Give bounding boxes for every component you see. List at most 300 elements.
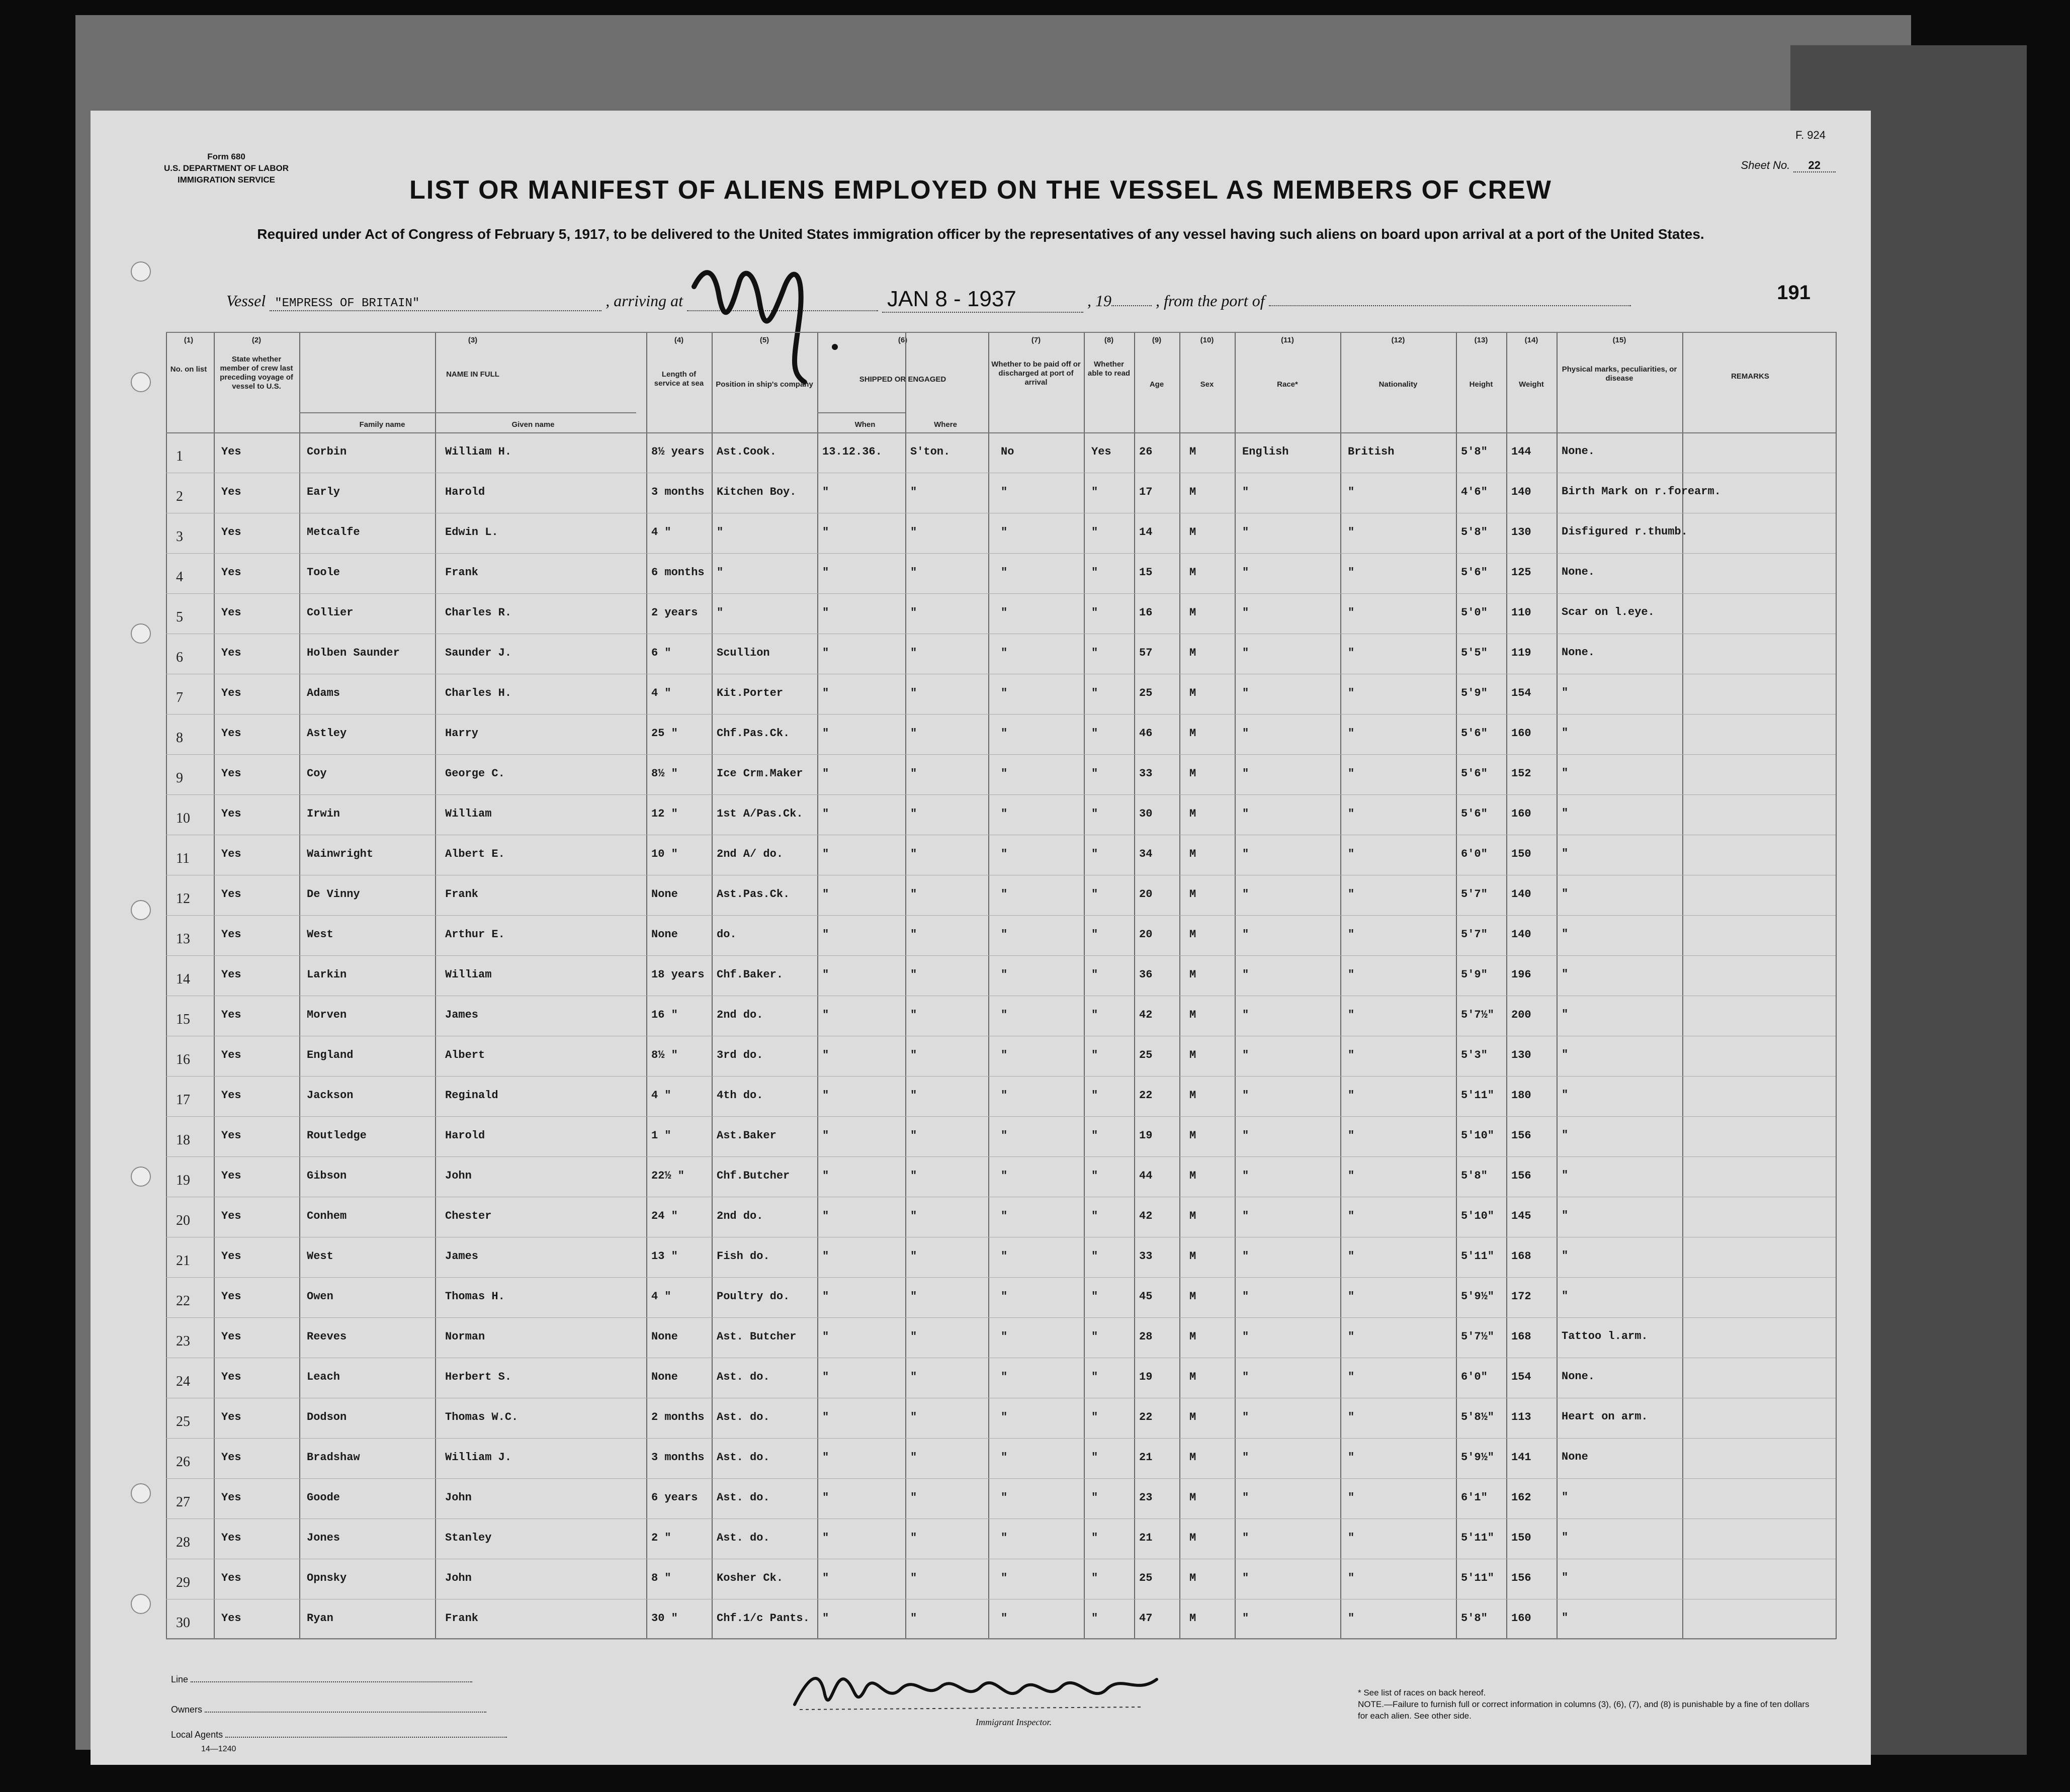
cell-position: 4th do.: [717, 1089, 763, 1102]
cell-where: ": [910, 968, 917, 981]
row-number: 25: [176, 1414, 190, 1429]
cell-race: ": [1242, 1129, 1249, 1142]
row-number: 29: [176, 1575, 190, 1590]
cell-read: ": [1091, 1250, 1098, 1263]
cell-when: ": [822, 606, 829, 619]
cell-service: 13 ": [651, 1250, 678, 1263]
cell-family: West: [307, 1250, 333, 1263]
cell-sex: M: [1189, 1089, 1196, 1102]
cell-nat: ": [1348, 1089, 1355, 1102]
cell-family: Holben Saunder: [307, 647, 400, 659]
cell-given: Stanley: [445, 1532, 492, 1544]
cell-weight: 110: [1511, 606, 1531, 619]
cell-family: Gibson: [307, 1170, 347, 1182]
cell-position: ": [717, 526, 724, 539]
cell-height: 5'10": [1461, 1210, 1495, 1222]
col-15-header: (15) Physical marks, peculiarities, or disease: [1562, 336, 1677, 383]
cell-height: 5'9": [1461, 968, 1488, 981]
cell-position: Ast. do.: [717, 1411, 770, 1423]
cell-race: ": [1242, 647, 1249, 659]
cell-where: ": [910, 1009, 917, 1021]
cell-age: 42: [1139, 1210, 1153, 1222]
form-code: 14—1240: [201, 1745, 236, 1753]
cell-when: ": [822, 1129, 829, 1142]
cell-race: ": [1242, 1250, 1249, 1263]
cell-paid: ": [1001, 1451, 1008, 1464]
binder-hole: [131, 1594, 151, 1614]
cell-race: ": [1242, 1170, 1249, 1182]
cell-nat: ": [1348, 1491, 1355, 1504]
column-rule: [1506, 332, 1507, 1639]
cell-sex: M: [1189, 1049, 1196, 1061]
cell-marks: ": [1562, 1129, 1569, 1141]
cell-family: Early: [307, 486, 340, 498]
cell-position: Chf.Pas.Ck.: [717, 727, 790, 740]
cell-given: Thomas H.: [445, 1290, 505, 1303]
col-3-header: (3) NAME IN FULL: [446, 336, 499, 379]
cell-where: ": [910, 1612, 917, 1625]
cell-read: ": [1091, 606, 1098, 619]
cell-prev: Yes: [221, 848, 241, 860]
cell-nat: ": [1348, 647, 1355, 659]
row-number: 9: [176, 770, 183, 786]
cell-age: 42: [1139, 1009, 1153, 1021]
cell-age: 21: [1139, 1451, 1153, 1464]
cell-where: ": [910, 526, 917, 539]
cell-position: 1st A/Pas.Ck.: [717, 808, 803, 820]
cell-marks: ": [1562, 928, 1569, 940]
cell-family: Jackson: [307, 1089, 354, 1102]
cell-position: Fish do.: [717, 1250, 770, 1263]
cell-sex: M: [1189, 1170, 1196, 1182]
cell-service: 8½ ": [651, 1049, 678, 1061]
cell-race: ": [1242, 767, 1249, 780]
cell-when: ": [822, 1210, 829, 1222]
cell-where: ": [910, 1411, 917, 1423]
cell-family: Coy: [307, 767, 327, 780]
cell-family: Irwin: [307, 808, 340, 820]
cell-nat: ": [1348, 1330, 1355, 1343]
cell-weight: 150: [1511, 848, 1531, 860]
col-13-header: (13) Height: [1469, 336, 1493, 389]
cell-age: 23: [1139, 1491, 1153, 1504]
cell-given: Edwin L.: [445, 526, 498, 539]
cell-prev: Yes: [221, 928, 241, 941]
row-number: 13: [176, 931, 190, 947]
col-9-header: (9) Age: [1149, 336, 1164, 389]
cell-weight: 156: [1511, 1129, 1531, 1142]
cell-where: ": [910, 767, 917, 780]
cell-where: ": [910, 1170, 917, 1182]
cell-service: 22½ ": [651, 1170, 685, 1182]
cell-paid: ": [1001, 767, 1008, 780]
vessel-line: Vessel "EMPRESS OF BRITAIN" , arriving at JAN 8 - 1937 , 19 , from the port of: [226, 287, 1836, 313]
cell-read: ": [1091, 1170, 1098, 1182]
cell-marks: ": [1562, 1169, 1569, 1182]
cell-when: ": [822, 928, 829, 941]
sheet-number: Sheet No. 22: [1741, 159, 1836, 172]
cell-where: ": [910, 808, 917, 820]
row-rule: [166, 1317, 1836, 1318]
cell-given: Arthur E.: [445, 928, 505, 941]
cell-service: 2 ": [651, 1532, 671, 1544]
cell-paid: ": [1001, 1210, 1008, 1222]
cell-family: Adams: [307, 687, 340, 699]
cell-paid: ": [1001, 647, 1008, 659]
binder-hole: [131, 900, 151, 920]
page-title: LIST OR MANIFEST OF ALIENS EMPLOYED ON THE VESSEL AS MEMBERS OF CREW: [409, 175, 1552, 205]
cell-service: 1 ": [651, 1129, 671, 1142]
cell-height: 5'7½": [1461, 1009, 1495, 1021]
cell-service: 6 months: [651, 566, 705, 579]
row-rule: [166, 1116, 1836, 1117]
cell-race: ": [1242, 1491, 1249, 1504]
cell-given: Harry: [445, 727, 479, 740]
cell-marks: Heart on arm.: [1562, 1410, 1648, 1423]
cell-when: ": [822, 1532, 829, 1544]
cell-sex: M: [1189, 1210, 1196, 1222]
row-number: 26: [176, 1454, 190, 1470]
cell-age: 22: [1139, 1411, 1153, 1423]
cell-given: William: [445, 808, 492, 820]
cell-family: Toole: [307, 566, 340, 579]
cell-age: 20: [1139, 888, 1153, 901]
cell-prev: Yes: [221, 566, 241, 579]
cell-sex: M: [1189, 445, 1196, 458]
cell-prev: Yes: [221, 888, 241, 901]
cell-marks: None: [1562, 1451, 1588, 1463]
cell-marks: ": [1562, 1290, 1569, 1302]
cell-given: Charles H.: [445, 687, 512, 699]
cell-service: 24 ": [651, 1210, 678, 1222]
cell-family: West: [307, 928, 333, 941]
cell-when: ": [822, 968, 829, 981]
binder-hole: [131, 261, 151, 282]
cell-height: 5'6": [1461, 566, 1488, 579]
cell-where: ": [910, 606, 917, 619]
cell-when: ": [822, 1451, 829, 1464]
cell-service: 18 years: [651, 968, 705, 981]
cell-read: ": [1091, 1612, 1098, 1625]
cell-nat: British: [1348, 445, 1395, 458]
row-rule: [166, 1277, 1836, 1278]
cell-service: 10 ": [651, 848, 678, 860]
cell-paid: ": [1001, 808, 1008, 820]
cell-nat: ": [1348, 1612, 1355, 1625]
cell-height: 5'11": [1461, 1250, 1495, 1263]
cell-age: 16: [1139, 606, 1153, 619]
row-rule: [166, 553, 1836, 554]
cell-service: 30 ": [651, 1612, 678, 1625]
cell-position: 2nd do.: [717, 1009, 763, 1021]
cell-marks: ": [1562, 1089, 1569, 1101]
cell-nat: ": [1348, 1411, 1355, 1423]
cell-paid: ": [1001, 888, 1008, 901]
cell-read: ": [1091, 647, 1098, 659]
cell-family: Collier: [307, 606, 354, 619]
cell-age: 47: [1139, 1612, 1153, 1625]
cell-height: 5'7": [1461, 888, 1488, 901]
cell-service: None: [651, 1371, 678, 1383]
cell-height: 5'6": [1461, 808, 1488, 820]
cell-paid: ": [1001, 1089, 1008, 1102]
cell-service: 4 ": [651, 687, 671, 699]
cell-where: ": [910, 486, 917, 498]
row-number: 19: [176, 1173, 190, 1188]
col-6-header: (6) SHIPPED OR ENGAGED: [859, 336, 946, 384]
cell-given: James: [445, 1250, 479, 1263]
cell-prev: Yes: [221, 767, 241, 780]
cell-read: ": [1091, 687, 1098, 699]
cell-age: 17: [1139, 486, 1153, 498]
cell-age: 25: [1139, 1572, 1153, 1584]
cell-where: ": [910, 727, 917, 740]
cell-when: 13.12.36.: [822, 445, 882, 458]
cell-when: ": [822, 1049, 829, 1061]
cell-paid: ": [1001, 566, 1008, 579]
col-2-header: (2) State whether member of crew last preceding voyage of vessel to U.S.: [220, 336, 293, 391]
cell-given: William H.: [445, 445, 512, 458]
cell-prev: Yes: [221, 1371, 241, 1383]
row-number: 5: [176, 609, 183, 625]
row-number: 27: [176, 1494, 190, 1510]
cell-service: 6 ": [651, 647, 671, 659]
row-number: 22: [176, 1293, 190, 1309]
cell-nat: ": [1348, 1572, 1355, 1584]
cell-nat: ": [1348, 1451, 1355, 1464]
cell-height: 5'10": [1461, 1129, 1495, 1142]
row-rule: [166, 1639, 1836, 1640]
cell-marks: ": [1562, 968, 1569, 980]
cell-position: do.: [717, 928, 737, 941]
cell-given: Harold: [445, 486, 485, 498]
row-rule: [166, 1076, 1836, 1077]
cell-prev: Yes: [221, 1170, 241, 1182]
cell-paid: ": [1001, 1491, 1008, 1504]
crew-table: [166, 332, 1836, 1639]
cell-sex: M: [1189, 647, 1196, 659]
cell-race: ": [1242, 1411, 1249, 1423]
col-6b-header: Where: [934, 420, 957, 429]
cell-family: De Vinny: [307, 888, 360, 901]
cell-sex: M: [1189, 687, 1196, 699]
cell-where: ": [910, 1210, 917, 1222]
cell-marks: ": [1562, 1249, 1569, 1262]
cell-sex: M: [1189, 848, 1196, 860]
cell-sex: M: [1189, 1532, 1196, 1544]
cell-race: ": [1242, 606, 1249, 619]
cell-family: Goode: [307, 1491, 340, 1504]
table-bottom-rule: [166, 1638, 1836, 1639]
cell-race: ": [1242, 1049, 1249, 1061]
cell-race: ": [1242, 526, 1249, 539]
cell-age: 30: [1139, 808, 1153, 820]
cell-sex: M: [1189, 1451, 1196, 1464]
cell-marks: ": [1562, 767, 1569, 779]
cell-paid: ": [1001, 1009, 1008, 1021]
row-number: 4: [176, 569, 183, 585]
cell-position: Ast. do.: [717, 1491, 770, 1504]
cell-paid: ": [1001, 1049, 1008, 1061]
cell-marks: Tattoo l.arm.: [1562, 1330, 1648, 1342]
cell-position: Ast. Butcher: [717, 1330, 797, 1343]
cell-given: John: [445, 1170, 472, 1182]
cell-nat: ": [1348, 566, 1355, 579]
col-5-header: (5) Position in ship's company: [716, 336, 813, 389]
cell-marks: Scar on l.eye.: [1562, 606, 1655, 618]
cell-position: Chf.Baker.: [717, 968, 784, 981]
column-rule: [299, 332, 300, 1639]
cell-nat: ": [1348, 1290, 1355, 1303]
cell-height: 5'11": [1461, 1532, 1495, 1544]
cell-position: Ast.Pas.Ck.: [717, 888, 790, 901]
col-14-header: (14) Weight: [1519, 336, 1544, 389]
column-rule: [435, 332, 436, 1639]
cell-read: ": [1091, 1009, 1098, 1021]
cell-position: Ice Crm.Maker: [717, 767, 803, 780]
cell-weight: 156: [1511, 1170, 1531, 1182]
cell-given: George C.: [445, 767, 505, 780]
cell-given: Thomas W.C.: [445, 1411, 519, 1423]
cell-prev: Yes: [221, 526, 241, 539]
cell-nat: ": [1348, 808, 1355, 820]
cell-marks: ": [1562, 1008, 1569, 1021]
form-number-label: Form 680: [207, 152, 245, 161]
col-7-header: (7) Whether to be paid off or discharged at port of arrival: [991, 336, 1081, 387]
row-rule: [166, 1478, 1836, 1479]
cell-family: Routledge: [307, 1129, 367, 1142]
cell-read: ": [1091, 767, 1098, 780]
cell-position: 2nd do.: [717, 1210, 763, 1222]
cell-family: Leach: [307, 1371, 340, 1383]
cell-weight: 140: [1511, 486, 1531, 498]
cell-marks: ": [1562, 686, 1569, 699]
cell-service: 8½ ": [651, 767, 678, 780]
cell-race: ": [1242, 888, 1249, 901]
cell-height: 5'9½": [1461, 1290, 1495, 1303]
cell-paid: ": [1001, 1371, 1008, 1383]
cell-paid: ": [1001, 1250, 1008, 1263]
cell-when: ": [822, 1572, 829, 1584]
row-number: 23: [176, 1333, 190, 1349]
cell-marks: ": [1562, 1209, 1569, 1222]
binder-hole: [131, 1483, 151, 1503]
col-4-header: (4) Length of service at sea: [654, 336, 704, 388]
cell-service: 2 years: [651, 606, 698, 619]
cell-marks: None.: [1562, 1370, 1595, 1383]
cell-where: ": [910, 1451, 917, 1464]
arrival-date: JAN 8 - 1937: [882, 287, 1083, 313]
cell-where: ": [910, 647, 917, 659]
cell-race: ": [1242, 1532, 1249, 1544]
cell-height: 6'0": [1461, 1371, 1488, 1383]
manifest-number: 191: [1777, 282, 1810, 304]
cell-race: ": [1242, 848, 1249, 860]
cell-family: Wainwright: [307, 848, 374, 860]
cell-nat: ": [1348, 1371, 1355, 1383]
cell-where: ": [910, 1330, 917, 1343]
cell-race: ": [1242, 808, 1249, 820]
cell-given: Albert: [445, 1049, 485, 1061]
vessel-name: "EMPRESS OF BRITAIN": [270, 297, 601, 311]
cell-paid: ": [1001, 968, 1008, 981]
cell-position: Kitchen Boy.: [717, 486, 797, 498]
cell-when: ": [822, 888, 829, 901]
cell-age: 25: [1139, 1049, 1153, 1061]
cell-when: ": [822, 1250, 829, 1263]
cell-nat: ": [1348, 767, 1355, 780]
cell-age: 21: [1139, 1532, 1153, 1544]
cell-nat: ": [1348, 486, 1355, 498]
cell-marks: ": [1562, 847, 1569, 860]
cell-paid: No: [1001, 445, 1014, 458]
binder-hole: [131, 372, 151, 392]
cell-race: ": [1242, 1330, 1249, 1343]
cell-marks: None.: [1562, 566, 1595, 578]
column-rule: [1456, 332, 1457, 1639]
cell-when: ": [822, 647, 829, 659]
cell-when: ": [822, 1612, 829, 1625]
cell-read: ": [1091, 1491, 1098, 1504]
cell-nat: ": [1348, 1009, 1355, 1021]
cell-sex: M: [1189, 888, 1196, 901]
cell-service: 4 ": [651, 1089, 671, 1102]
cell-read: Yes: [1091, 445, 1111, 458]
cell-weight: 141: [1511, 1451, 1531, 1464]
cell-nat: ": [1348, 968, 1355, 981]
cell-service: 4 ": [651, 526, 671, 539]
cell-read: ": [1091, 1411, 1098, 1423]
cell-service: 2 months: [651, 1411, 705, 1423]
cell-family: Jones: [307, 1532, 340, 1544]
header-sub-rule: [299, 412, 636, 413]
cell-age: 45: [1139, 1290, 1153, 1303]
cell-family: Ryan: [307, 1612, 333, 1625]
cell-prev: Yes: [221, 1049, 241, 1061]
cell-height: 5'8": [1461, 445, 1488, 458]
cell-race: ": [1242, 1572, 1249, 1584]
cell-age: 19: [1139, 1129, 1153, 1142]
manifest-page: [91, 111, 1871, 1765]
cell-height: 5'7": [1461, 928, 1488, 941]
cell-marks: ": [1562, 807, 1569, 820]
cell-when: ": [822, 1290, 829, 1303]
page-subtitle: Required under Act of Congress of February 5, 1917, to be delivered to the United States immigration officer by the representatives of any vessel having such aliens on board upon arrival at a port of the United States.: [257, 226, 1704, 242]
cell-prev: Yes: [221, 647, 241, 659]
row-number: 1: [176, 449, 183, 464]
cell-read: ": [1091, 1330, 1098, 1343]
cell-read: ": [1091, 1129, 1098, 1142]
cell-weight: 160: [1511, 808, 1531, 820]
binder-hole: [131, 1167, 151, 1187]
header-sub-rule: [817, 412, 905, 413]
cell-family: Larkin: [307, 968, 347, 981]
cell-sex: M: [1189, 1009, 1196, 1021]
col-12-header: (12) Nationality: [1378, 336, 1418, 389]
cell-paid: ": [1001, 928, 1008, 941]
cell-read: ": [1091, 1572, 1098, 1584]
header-rule: [166, 432, 1836, 433]
cell-given: Charles R.: [445, 606, 512, 619]
cell-service: None: [651, 1330, 678, 1343]
cell-nat: ": [1348, 606, 1355, 619]
cell-nat: ": [1348, 928, 1355, 941]
cell-given: John: [445, 1572, 472, 1584]
cell-where: ": [910, 1049, 917, 1061]
cell-prev: Yes: [221, 445, 241, 458]
row-rule: [166, 1518, 1836, 1519]
cell-service: 3 months: [651, 486, 705, 498]
